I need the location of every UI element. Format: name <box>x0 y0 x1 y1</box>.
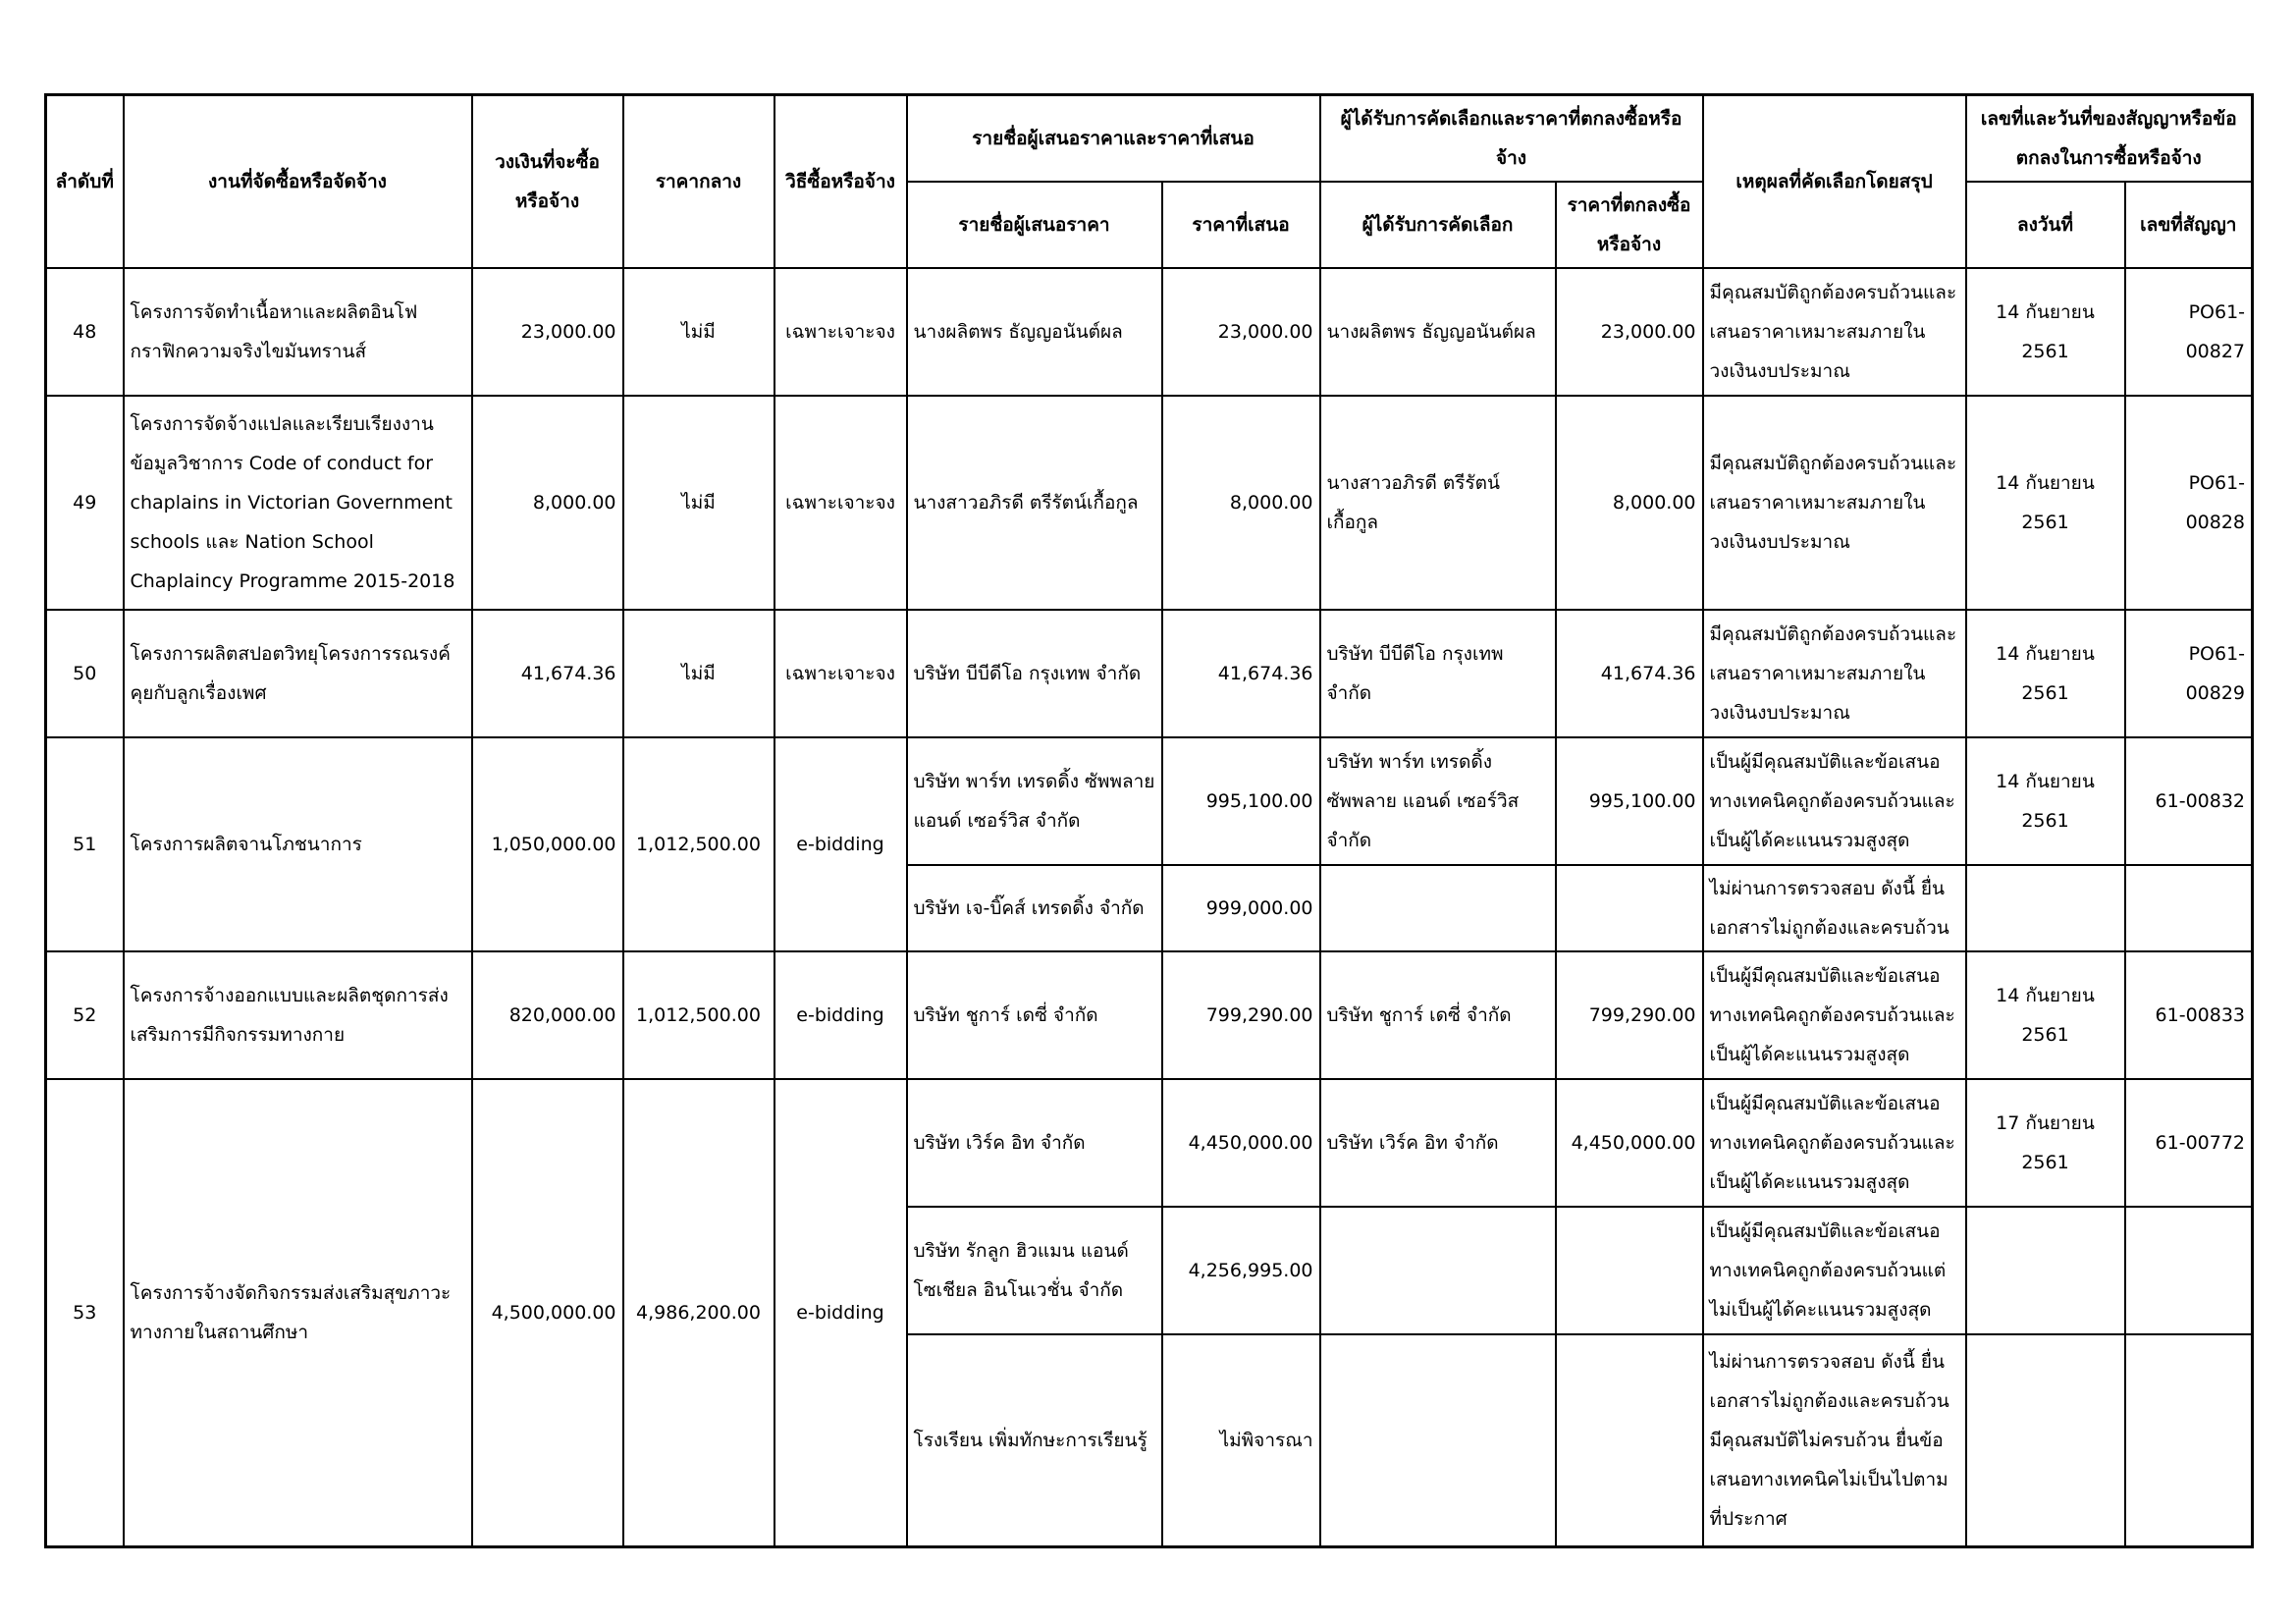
contract-date: 14 กันยายน 2561 <box>1966 268 2125 396</box>
header-bidders-group: รายชื่อผู้เสนอราคาและราคาที่เสนอ <box>907 95 1320 183</box>
selected-name: บริษัท บีบีดีโอ กรุงเทพ จำกัด <box>1320 610 1556 737</box>
agreed-price: 41,674.36 <box>1556 610 1703 737</box>
header-bid-price: ราคาที่เสนอ <box>1162 182 1320 268</box>
bidder-name: บริษัท เวิร์ค อิท จำกัด <box>907 1079 1162 1207</box>
contract-no: 61-00833 <box>2125 951 2253 1079</box>
row-no: 53 <box>46 1079 124 1546</box>
row-job: โครงการจัดจ้างแปลและเรียบเรียงงานข้อมูลวิชาการ Code of conduct for chaplains in Victorian Government schools และ Nation School Chaplaincy Programme 2015-2018 <box>124 396 472 610</box>
agreed-price <box>1556 1334 1703 1546</box>
header-method: วิธีซื้อหรือจ้าง <box>774 95 907 269</box>
row-method: e-bidding <box>774 737 907 951</box>
bidder-name: บริษัท พาร์ท เทรดดิ้ง ซัพพลาย แอนด์ เซอร์วิส จำกัด <box>907 737 1162 865</box>
header-median-price: ราคากลาง <box>623 95 774 269</box>
row-budget: 41,674.36 <box>472 610 623 737</box>
bid-price: 41,674.36 <box>1162 610 1320 737</box>
header-no: ลำดับที่ <box>46 95 124 269</box>
header-contract-group: เลขที่และวันที่ของสัญญาหรือข้อตกลงในการซื้อหรือจ้าง <box>1966 95 2253 183</box>
bidder-name: บริษัท ชูการ์ เดซี่ จำกัด <box>907 951 1162 1079</box>
header-reason: เหตุผลที่คัดเลือกโดยสรุป <box>1703 95 1966 269</box>
contract-no: 61-00772 <box>2125 1079 2253 1207</box>
header-contract-date: ลงวันที่ <box>1966 182 2125 268</box>
reason: มีคุณสมบัติถูกต้องครบถ้วนและเสนอราคาเหมาะสมภายในวงเงินงบประมาณ <box>1703 396 1966 610</box>
contract-no: PO61-00828 <box>2125 396 2253 610</box>
selected-name <box>1320 865 1556 951</box>
reason: มีคุณสมบัติถูกต้องครบถ้วนและเสนอราคาเหมาะสมภายในวงเงินงบประมาณ <box>1703 268 1966 396</box>
bid-price: 8,000.00 <box>1162 396 1320 610</box>
reason: มีคุณสมบัติถูกต้องครบถ้วนและเสนอราคาเหมาะสมภายในวงเงินงบประมาณ <box>1703 610 1966 737</box>
contract-date <box>1966 865 2125 951</box>
row-method: e-bidding <box>774 951 907 1079</box>
bid-price: 799,290.00 <box>1162 951 1320 1079</box>
bid-price: 999,000.00 <box>1162 865 1320 951</box>
row-budget: 4,500,000.00 <box>472 1079 623 1546</box>
bid-price: ไม่พิจารณา <box>1162 1334 1320 1546</box>
contract-date: 14 กันยายน 2561 <box>1966 951 2125 1079</box>
bidder-name: บริษัท เจ-บิ๊คส์ เทรดดิ้ง จำกัด <box>907 865 1162 951</box>
selected-name: บริษัท เวิร์ค อิท จำกัด <box>1320 1079 1556 1207</box>
agreed-price: 4,450,000.00 <box>1556 1079 1703 1207</box>
selected-name: บริษัท พาร์ท เทรดดิ้ง ซัพพลาย แอนด์ เซอร์วิส จำกัด <box>1320 737 1556 865</box>
reason: เป็นผู้มีคุณสมบัติและข้อเสนอทางเทคนิคถูกต้องครบถ้วนและเป็นผู้ได้คะแนนรวมสูงสุด <box>1703 737 1966 865</box>
agreed-price: 23,000.00 <box>1556 268 1703 396</box>
contract-no <box>2125 865 2253 951</box>
row-method: เฉพาะเจาะจง <box>774 610 907 737</box>
contract-no: 61-00832 <box>2125 737 2253 865</box>
row-method: เฉพาะเจาะจง <box>774 268 907 396</box>
row-budget: 8,000.00 <box>472 396 623 610</box>
contract-no <box>2125 1207 2253 1334</box>
contract-date: 14 กันยายน 2561 <box>1966 737 2125 865</box>
table-row <box>46 1079 2253 1207</box>
row-budget: 23,000.00 <box>472 268 623 396</box>
row-job: โครงการจ้างจัดกิจกรรมส่งเสริมสุขภาวะทางกายในสถานศึกษา <box>124 1079 472 1546</box>
row-no: 50 <box>46 610 124 737</box>
table-row <box>46 396 2253 610</box>
row-median-price: ไม่มี <box>623 268 774 396</box>
table-row <box>46 268 2253 396</box>
selected-name: นางสาวอภิรดี ตรีรัตน์เกื้อกูล <box>1320 396 1556 610</box>
selected-name <box>1320 1207 1556 1334</box>
row-job: โครงการจ้างออกแบบและผลิตชุดการส่งเสริมการมีกิจกรรมทางกาย <box>124 951 472 1079</box>
row-median-price: ไม่มี <box>623 396 774 610</box>
header-contract-no: เลขที่สัญญา <box>2125 182 2253 268</box>
bidder-name: บริษัท บีบีดีโอ กรุงเทพ จำกัด <box>907 610 1162 737</box>
row-no: 48 <box>46 268 124 396</box>
contract-date: 17 กันยายน 2561 <box>1966 1079 2125 1207</box>
row-job: โครงการจัดทำเนื้อหาและผลิตอินโฟกราฟิกความจริงไขมันทรานส์ <box>124 268 472 396</box>
row-job: โครงการผลิตจานโภชนาการ <box>124 737 472 951</box>
row-median-price: 1,012,500.00 <box>623 951 774 1079</box>
bid-price: 23,000.00 <box>1162 268 1320 396</box>
row-median-price: ไม่มี <box>623 610 774 737</box>
selected-name: นางผลิตพร ธัญญอนันต์ผล <box>1320 268 1556 396</box>
contract-date: 14 กันยายน 2561 <box>1966 610 2125 737</box>
contract-date <box>1966 1334 2125 1546</box>
procurement-table <box>44 93 2254 1548</box>
header-bidder-name: รายชื่อผู้เสนอราคา <box>907 182 1162 268</box>
table-row <box>46 610 2253 737</box>
agreed-price <box>1556 1207 1703 1334</box>
row-median-price: 4,986,200.00 <box>623 1079 774 1546</box>
bidder-name: บริษัท รักลูก ฮิวแมน แอนด์ โซเชียล อินโนเวชั่น จำกัด <box>907 1207 1162 1334</box>
contract-no: PO61-00829 <box>2125 610 2253 737</box>
selected-name <box>1320 1334 1556 1546</box>
contract-no: PO61-00827 <box>2125 268 2253 396</box>
agreed-price <box>1556 865 1703 951</box>
row-job: โครงการผลิตสปอตวิทยุโครงการรณรงค์คุยกับลูกเรื่องเพศ <box>124 610 472 737</box>
bidder-name: นางสาวอภิรดี ตรีรัตน์เกื้อกูล <box>907 396 1162 610</box>
agreed-price: 995,100.00 <box>1556 737 1703 865</box>
row-method: e-bidding <box>774 1079 907 1546</box>
row-budget: 820,000.00 <box>472 951 623 1079</box>
bid-price: 4,256,995.00 <box>1162 1207 1320 1334</box>
agreed-price: 799,290.00 <box>1556 951 1703 1079</box>
row-no: 52 <box>46 951 124 1079</box>
row-median-price: 1,012,500.00 <box>623 737 774 951</box>
contract-no <box>2125 1334 2253 1546</box>
row-no: 51 <box>46 737 124 951</box>
reason: ไม่ผ่านการตรวจสอบ ดังนี้ ยื่นเอกสารไม่ถูกต้องและครบถ้วน มีคุณสมบัติไม่ครบถ้วน ยื่นข้อเสนอทางเทคนิคไม่เป็นไปตามที่ประกาศ <box>1703 1334 1966 1546</box>
bid-price: 4,450,000.00 <box>1162 1079 1320 1207</box>
contract-date <box>1966 1207 2125 1334</box>
header-selected-name: ผู้ได้รับการคัดเลือก <box>1320 182 1556 268</box>
contract-date: 14 กันยายน 2561 <box>1966 396 2125 610</box>
row-budget: 1,050,000.00 <box>472 737 623 951</box>
header-agreed-price: ราคาที่ตกลงซื้อหรือจ้าง <box>1556 182 1703 268</box>
reason: เป็นผู้มีคุณสมบัติและข้อเสนอทางเทคนิคถูกต้องครบถ้วนและเป็นผู้ได้คะแนนรวมสูงสุด <box>1703 951 1966 1079</box>
selected-name: บริษัท ชูการ์ เดซี่ จำกัด <box>1320 951 1556 1079</box>
header-job: งานที่จัดซื้อหรือจัดจ้าง <box>124 95 472 269</box>
row-no: 49 <box>46 396 124 610</box>
row-method: เฉพาะเจาะจง <box>774 396 907 610</box>
header-selected-group: ผู้ได้รับการคัดเลือกและราคาที่ตกลงซื้อหรือจ้าง <box>1320 95 1703 183</box>
table-row <box>46 951 2253 1079</box>
reason: เป็นผู้มีคุณสมบัติและข้อเสนอทางเทคนิคถูกต้องครบถ้วนแต่ไม่เป็นผู้ได้คะแนนรวมสูงสุด <box>1703 1207 1966 1334</box>
bidder-name: โรงเรียน เพิ่มทักษะการเรียนรู้ <box>907 1334 1162 1546</box>
header-budget: วงเงินที่จะซื้อหรือจ้าง <box>472 95 623 269</box>
reason: ไม่ผ่านการตรวจสอบ ดังนี้ ยื่นเอกสารไม่ถูกต้องและครบถ้วน <box>1703 865 1966 951</box>
agreed-price: 8,000.00 <box>1556 396 1703 610</box>
bid-price: 995,100.00 <box>1162 737 1320 865</box>
table-row <box>46 737 2253 865</box>
bidder-name: นางผลิตพร ธัญญอนันต์ผล <box>907 268 1162 396</box>
reason: เป็นผู้มีคุณสมบัติและข้อเสนอทางเทคนิคถูกต้องครบถ้วนและเป็นผู้ได้คะแนนรวมสูงสุด <box>1703 1079 1966 1207</box>
